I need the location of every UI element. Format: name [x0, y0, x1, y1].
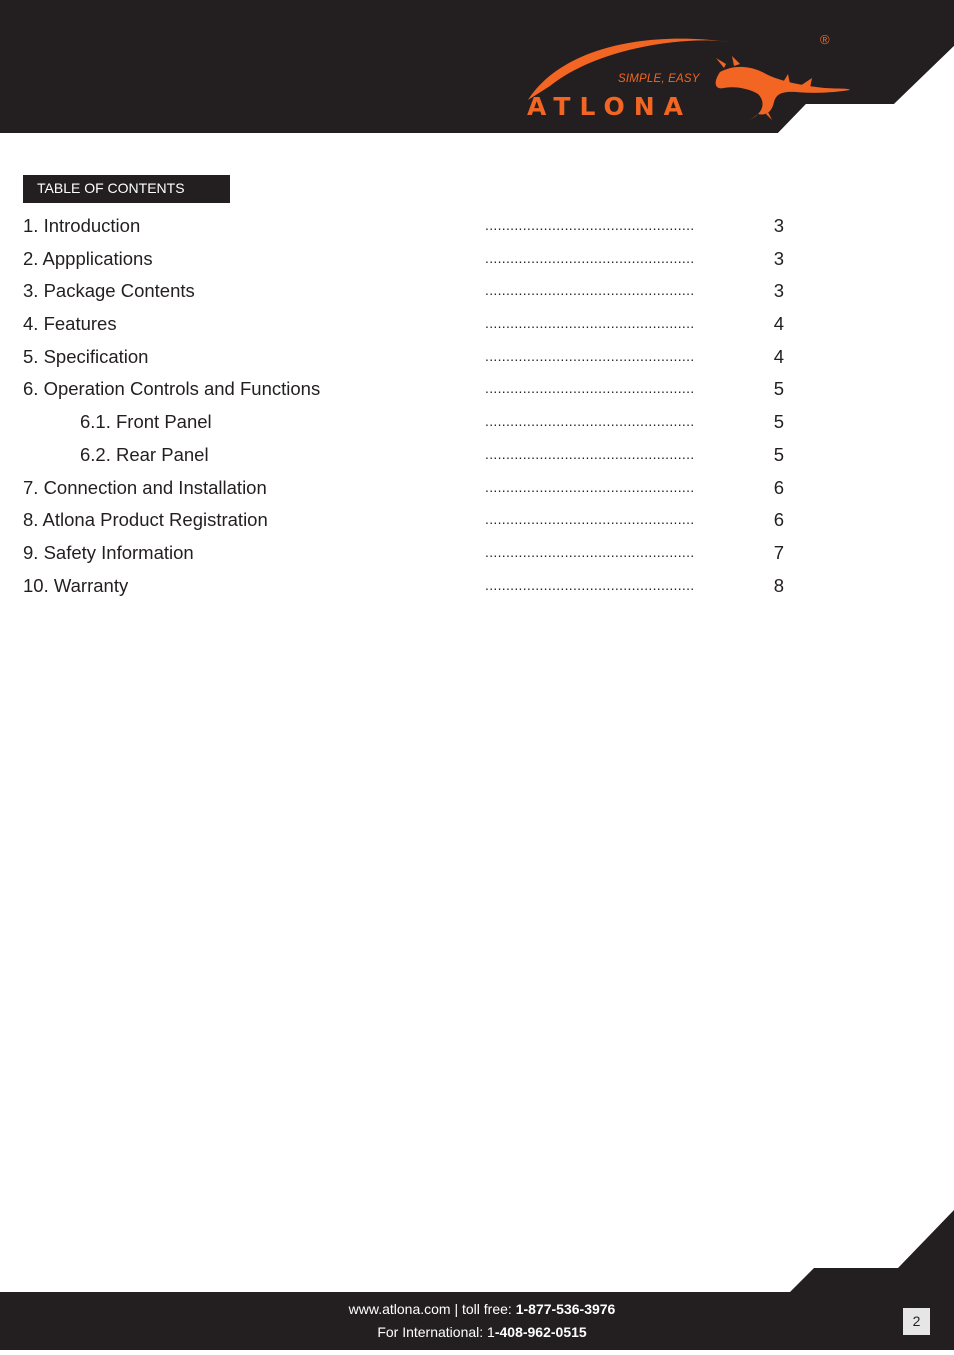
- toc-entry-page: 6: [773, 509, 784, 531]
- toc-leader: ..................................................: [485, 315, 695, 332]
- toc-entry[interactable]: [23, 570, 803, 603]
- toc-entry-page: 3: [773, 280, 784, 302]
- toc-heading: TABLE OF CONTENTS: [23, 175, 230, 203]
- toc-entry[interactable]: [23, 341, 803, 374]
- toc-entry-page: 4: [773, 313, 784, 335]
- toc-entry-title: 6.1. Front Panel: [80, 411, 212, 433]
- toc-leader: ..................................................: [485, 576, 695, 593]
- toc-leader: ..................................................: [485, 347, 695, 364]
- toc-entry-title: 4. Features: [23, 313, 117, 335]
- toc-entry-page: 4: [773, 345, 784, 367]
- toc-entry-title: 10. Warranty: [23, 574, 129, 596]
- toc-entry-title: 1. Introduction: [23, 215, 141, 236]
- intl-number: -408-962-0515: [494, 1324, 587, 1340]
- toc-subentry[interactable]: [23, 406, 803, 439]
- toc-entry-page: 8: [773, 574, 784, 596]
- toc-entry-page: 7: [773, 541, 784, 563]
- brand-wordmark: ATLONA: [527, 92, 693, 121]
- toc-entry-page: 5: [773, 411, 784, 433]
- toc-entry-title: 6. Operation Controls and Functions: [23, 378, 321, 400]
- toc-entry-title: 5. Specification: [23, 345, 149, 367]
- toc-entry[interactable]: [23, 210, 803, 243]
- toc-entry[interactable]: [23, 373, 803, 406]
- toc-entry-title: 2. Appplications: [23, 247, 153, 269]
- toc-entry[interactable]: [23, 308, 803, 341]
- toc-leader: ..................................................: [485, 282, 695, 299]
- footer-line-1: [0, 1298, 954, 1321]
- toc-leader: ..................................................: [485, 543, 695, 560]
- toc-leader: ..................................................: [485, 249, 695, 266]
- toc-entry-page: 3: [773, 215, 784, 236]
- toc-leader: ..................................................: [485, 380, 695, 397]
- toc-entry[interactable]: [23, 472, 803, 505]
- toc-entry-page: 5: [773, 443, 784, 465]
- toc-leader: ..................................................: [485, 478, 695, 495]
- intl-label: For International: 1: [377, 1324, 495, 1340]
- toc-entry-page: 6: [773, 476, 784, 498]
- toc-entry-page: 5: [773, 378, 784, 400]
- toc-leader: ..................................................: [485, 511, 695, 528]
- toc-entry-page: 3: [773, 247, 784, 269]
- table-of-contents: [23, 210, 803, 602]
- toc-entry-title: 8. Atlona Product Registration: [23, 509, 268, 531]
- footer-contact: [0, 1298, 954, 1344]
- footer-line-2: [0, 1321, 954, 1344]
- tollfree-number: 1-877-536-3976: [515, 1301, 616, 1317]
- registered-mark: ®: [820, 32, 830, 47]
- toc-leader: ..................................................: [485, 445, 695, 462]
- toc-leader: ..................................................: [485, 217, 695, 233]
- website-link[interactable]: www.atlona.com: [348, 1301, 451, 1317]
- toc-entry[interactable]: [23, 243, 803, 276]
- toc-entry-title: 3. Package Contents: [23, 280, 195, 302]
- toc-entry[interactable]: [23, 275, 803, 308]
- toc-entry[interactable]: [23, 537, 803, 570]
- brand-tagline: SIMPLE, EASY: [618, 73, 700, 85]
- toc-entry-title: 6.2. Rear Panel: [80, 443, 209, 465]
- toc-entry[interactable]: [23, 504, 803, 537]
- toc-entry-title: 9. Safety Information: [23, 541, 194, 563]
- toc-entry-title: 7. Connection and Installation: [23, 476, 267, 498]
- toc-subentry[interactable]: [23, 439, 803, 472]
- page-number: 2: [903, 1308, 930, 1335]
- tollfree-label: | toll free:: [450, 1301, 516, 1317]
- toc-leader: ..................................................: [485, 413, 695, 430]
